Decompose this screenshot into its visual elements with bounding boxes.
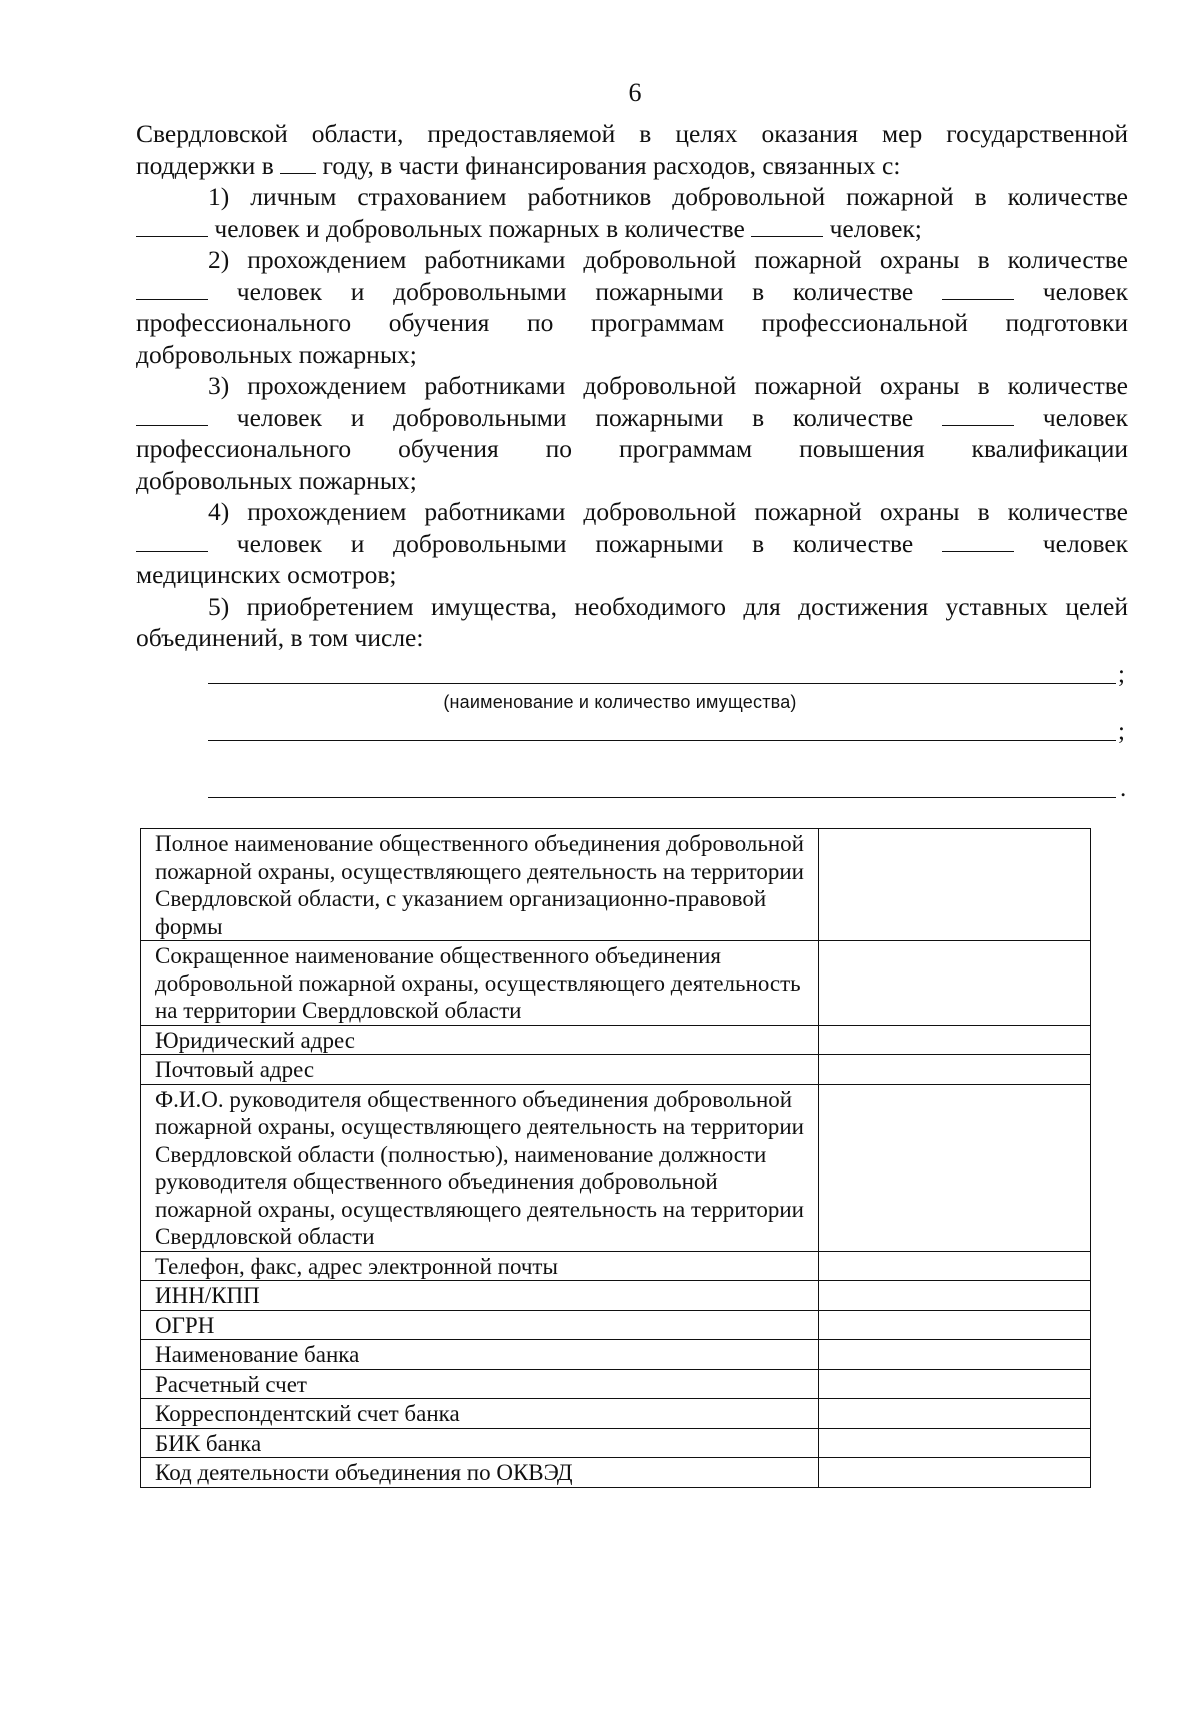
item-4-line-3: медицинских осмотров; bbox=[136, 560, 397, 589]
item-4-text-b: человек bbox=[1042, 528, 1129, 558]
field-label: Ф.И.О. руководителя общественного объединения добровольной пожарной охраны, осуществляющего деятельность на территории Свердловской области (полностью), наименование должности руководителя общественного объединения добровольной пожарной охраны, осуществляющего деятельность на территории Свердловской области bbox=[141, 1084, 819, 1251]
item-5-line-1: 5) приобретением имущества, необходимого для достижения уставных целей bbox=[208, 591, 1128, 621]
item-2-text-b: человек bbox=[1042, 276, 1129, 306]
blank bbox=[942, 279, 1014, 300]
item-3-text-b: человек bbox=[1042, 402, 1129, 432]
property-fill-line-1[interactable] bbox=[208, 683, 1116, 684]
field-label: Наименование банка bbox=[141, 1340, 819, 1370]
item-4-line-1: 4) прохождением работниками добровольной пожарной охраны в количестве bbox=[208, 497, 1128, 526]
item-5-line-2: объединений, в том числе: bbox=[136, 623, 424, 652]
field-value-cell[interactable] bbox=[818, 1251, 1090, 1281]
field-label: ОГРН bbox=[141, 1310, 819, 1340]
fill-line-2-end: ; bbox=[1118, 718, 1125, 745]
field-value-cell[interactable] bbox=[818, 1281, 1090, 1311]
item-4-text-a: человек и добровольными пожарными в количестве bbox=[236, 528, 914, 558]
blank bbox=[136, 405, 208, 426]
item-2-line-3: профессионального обучения по программам профессиональной подготовки bbox=[136, 308, 1128, 337]
property-fill-line-3[interactable] bbox=[208, 797, 1116, 798]
field-label: Почтовый адрес bbox=[141, 1055, 819, 1085]
field-value-cell[interactable] bbox=[818, 1310, 1090, 1340]
item-2-line-1: 2) прохождением работниками добровольной пожарной охраны в количестве bbox=[208, 245, 1128, 274]
intro-text-after: году, в части финансирования расходов, связанных с: bbox=[322, 150, 901, 180]
property-fill-line-2[interactable] bbox=[208, 740, 1116, 741]
field-label: Корреспондентский счет банка bbox=[141, 1399, 819, 1429]
item-3-line-3: профессионального обучения по программам повышения квалификации bbox=[136, 434, 1128, 463]
field-value-cell[interactable] bbox=[818, 1340, 1090, 1370]
intro-text-before: поддержки в bbox=[136, 150, 274, 180]
item-3-line-2 bbox=[136, 402, 1128, 434]
intro-line-1: Свердловской области, предоставляемой в целях оказания мер государственной bbox=[136, 119, 1128, 148]
page-number: 6 bbox=[628, 78, 642, 107]
table-row bbox=[141, 1055, 1091, 1085]
field-value-cell[interactable] bbox=[818, 1084, 1090, 1251]
field-value-cell[interactable] bbox=[818, 1055, 1090, 1085]
table-row bbox=[141, 829, 1091, 941]
blank bbox=[136, 279, 208, 300]
table-row bbox=[141, 1025, 1091, 1055]
fill-line-3-end: . bbox=[1120, 775, 1127, 802]
table-row bbox=[141, 1369, 1091, 1399]
field-value-cell[interactable] bbox=[818, 1369, 1090, 1399]
item-2-line-4: добровольных пожарных; bbox=[136, 339, 417, 369]
intro-line-2 bbox=[136, 150, 1128, 182]
field-value-cell[interactable] bbox=[818, 1399, 1090, 1429]
field-label: Юридический адрес bbox=[141, 1025, 819, 1055]
blank bbox=[136, 531, 208, 552]
field-value-cell[interactable] bbox=[818, 1428, 1090, 1458]
field-value-cell[interactable] bbox=[818, 1025, 1090, 1055]
table-row bbox=[141, 1458, 1091, 1488]
item-1-end: человек; bbox=[829, 213, 922, 243]
table-row bbox=[141, 1281, 1091, 1311]
field-label: Расчетный счет bbox=[141, 1369, 819, 1399]
field-value-cell[interactable] bbox=[818, 1458, 1090, 1488]
item-3-text-a: человек и добровольными пожарными в количестве bbox=[236, 402, 914, 432]
blank bbox=[136, 216, 208, 237]
field-label: Полное наименование общественного объединения добровольной пожарной охраны, осуществляющего деятельность на территории Свердловской области, с указанием организационно-правовой формы bbox=[141, 829, 819, 941]
table-row bbox=[141, 1428, 1091, 1458]
field-label: Телефон, факс, адрес электронной почты bbox=[141, 1251, 819, 1281]
table-row bbox=[141, 941, 1091, 1026]
item-1-text: человек и добровольных пожарных в количестве bbox=[214, 213, 745, 243]
table-row bbox=[141, 1251, 1091, 1281]
item-1-line-1: 1) личным страхованием работников добровольной пожарной в количестве bbox=[208, 182, 1128, 211]
table-row bbox=[141, 1340, 1091, 1370]
item-1-line-2 bbox=[136, 213, 1128, 245]
item-3-line-1: 3) прохождением работниками добровольной пожарной охраны в количестве bbox=[208, 371, 1128, 400]
year-blank bbox=[280, 153, 316, 174]
item-3-line-4: добровольных пожарных; bbox=[136, 465, 417, 495]
document-body bbox=[136, 118, 1128, 654]
table-row bbox=[141, 1399, 1091, 1429]
field-value-cell[interactable] bbox=[818, 941, 1090, 1026]
blank bbox=[942, 531, 1014, 552]
table-row bbox=[141, 1084, 1091, 1251]
item-4-line-2 bbox=[136, 528, 1128, 560]
table-row bbox=[141, 1310, 1091, 1340]
organization-info-table bbox=[140, 828, 1091, 1488]
field-label: Код деятельности объединения по ОКВЭД bbox=[141, 1458, 819, 1488]
item-2-line-2 bbox=[136, 276, 1128, 308]
field-value-cell[interactable] bbox=[818, 829, 1090, 941]
field-label: Сокращенное наименование общественного объединения добровольной пожарной охраны, осуществляющего деятельность на территории Свердловской области bbox=[141, 941, 819, 1026]
blank bbox=[942, 405, 1014, 426]
property-caption: (наименование и количество имущества) bbox=[443, 692, 797, 712]
field-label: ИНН/КПП bbox=[141, 1281, 819, 1311]
blank bbox=[751, 216, 823, 237]
item-2-text-a: человек и добровольными пожарными в количестве bbox=[236, 276, 914, 306]
fill-line-1-end: ; bbox=[1118, 661, 1125, 688]
field-label: БИК банка bbox=[141, 1428, 819, 1458]
